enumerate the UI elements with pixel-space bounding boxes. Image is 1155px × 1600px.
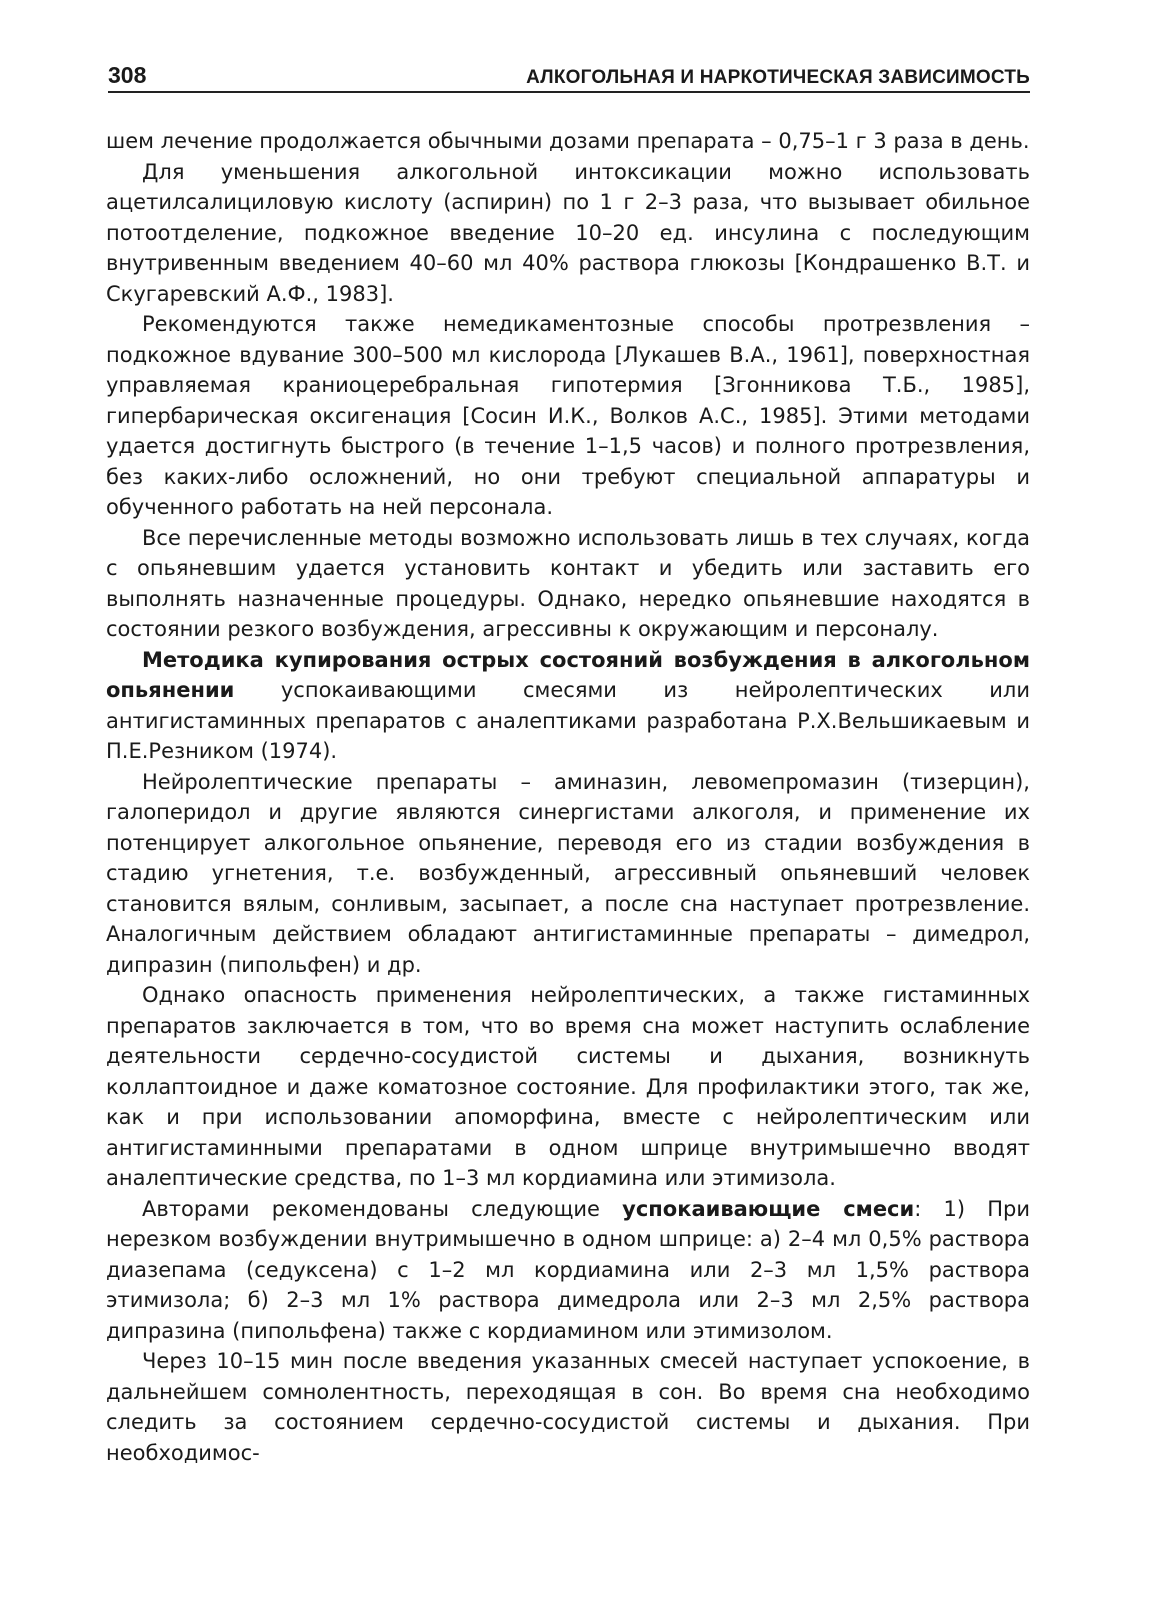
paragraph: Нейролептические препараты – аминазин, левомепромазин (тизерцин), галоперидол и другие являются синергистами алкоголя, и применение их потенцирует алкогольное опьянение, переводя его из стадии возбуждения в стадию угнетения, т.е. возбужденный, агрессивный опьяневший человек становится вялым, сонливым, засыпает, а после сна наступает протрезвление. Аналогичным действием обладают антигистаминные препараты – димедрол, дипразин (пипольфен) и др. <box>106 769 1030 977</box>
bold-term: успокаивающие смеси <box>622 1196 915 1221</box>
paragraph: Для уменьшения алкогольной интоксикации можно использовать ацетилсалициловую кислоту (аспирин) по 1 г 2–3 раза, что вызывает обильное потоотделение, подкожное введение 10–20 ед. инсулина с последующим внутривенным введением 40–60 мл 40% раствора глюкозы [Кондрашенко В.Т. и Скугаревский А.Ф., 1983]. <box>106 159 1030 306</box>
page-header <box>108 62 1030 93</box>
paragraph-mixtures: Авторами рекомендованы следующие успокаивающие смеси: 1) При нерезком возбуждении внутримышечно в одном шприце: а) 2–4 мл 0,5% раствора диазепама (седуксена) с 1–2 мл кордиамина или 2–3 мл 1,5% раствора этимизола; б) 2–3 мл 1% раствора димедрола или 2–3 мл 2,5% раствора дипразина (пипольфена) также с кордиамином или этимизолом. <box>106 1196 1030 1343</box>
bold-term: Методика купирования острых состояний возбуждения в алкогольном опьянении <box>106 647 1030 702</box>
paragraph: Однако опасность применения нейролептических, а также гистаминных препаратов заключается в том, что во время сна может наступить ослабление деятельности сердечно-сосудистой системы и дыхания, возникнуть коллаптоидное и даже коматозное состояние. Для профилактики этого, так же, как и при использовании апоморфина, вместе с нейролептическим или антигистаминными препаратами в одном шприце внутримышечно вводят аналептические средства, по 1–3 мл кордиамина или этимизола. <box>106 983 1030 1190</box>
paragraph: Все перечисленные методы возможно использовать лишь в тех случаях, когда с опьяневшим удается установить контакт и убедить или заставить его выполнять назначенные процедуры. Однако, нередко опьяневшие находятся в состоянии резкого возбуждения, агрессивны к окружающим и персоналу. <box>106 525 1030 641</box>
paragraph-method-heading: Методика купирования острых состояний возбуждения в алкогольном опьянении успокаивающими смесями из нейролептических или антигистаминных препаратов с аналептиками разработана Р.Х.Вельшикаевым и П.Е.Резником (1974). <box>106 647 1030 763</box>
page-number: 308 <box>108 62 147 88</box>
page-body <box>106 126 1030 1468</box>
paragraph: Рекомендуются также немедикаментозные способы протрезвления – подкожное вдувание 300–500 мл кислорода [Лукашев В.А., 1961], поверхностная управляемая краниоцеребральная гипотермия [Згонникова Т.Б., 1985], гипербарическая оксигенация [Сосин И.К., Волков А.С., 1985]. Этими методами удается достигнуть быстрого (в течение 1–1,5 часов) и полного протрезвления, без каких-либо осложнений, но они требуют специальной аппаратуры и обученного работать на ней персонала. <box>106 312 1030 519</box>
paragraph: Через 10–15 мин после введения указанных смесей наступает успокоение, в дальнейшем сомнолентность, переходящая в сон. Во время сна необходимо следить за состоянием сердечно-сосудистой системы и дыхания. При необходимос- <box>106 1349 1030 1465</box>
running-title: АЛКОГОЛЬНАЯ И НАРКОТИЧЕСКАЯ ЗАВИСИМОСТЬ <box>526 67 1030 88</box>
paragraph-continuation: шем лечение продолжается обычными дозами препарата – 0,75–1 г 3 раза в день. <box>106 129 1030 153</box>
